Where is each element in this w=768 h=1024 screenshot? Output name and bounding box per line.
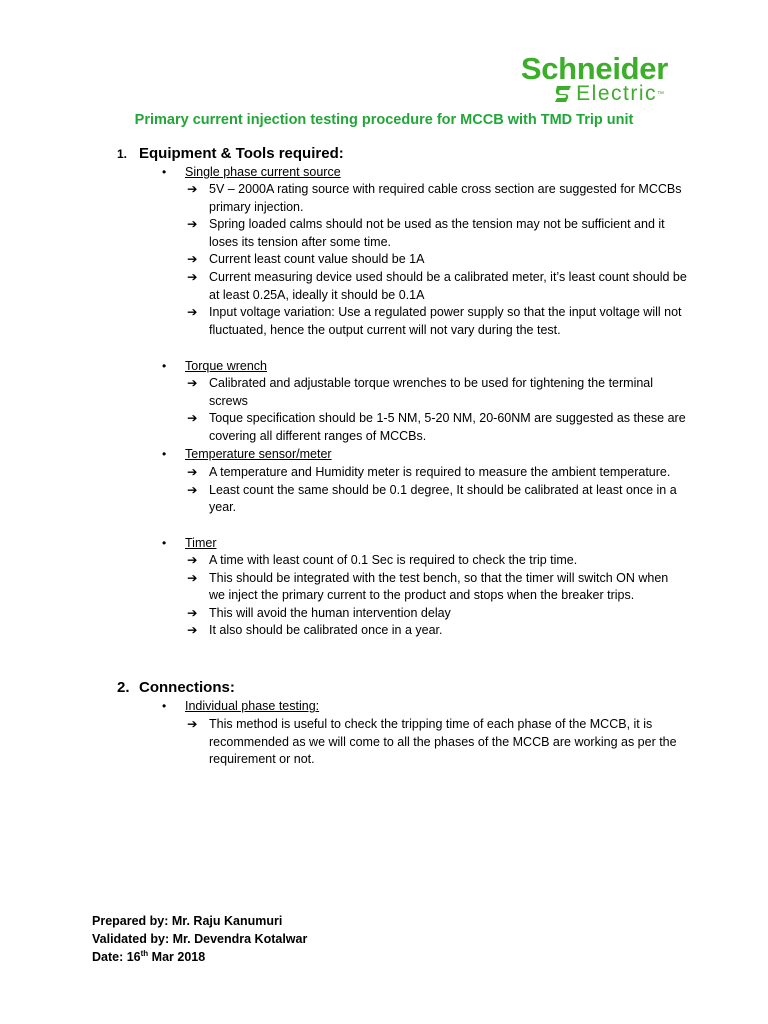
- list-item: [187, 304, 687, 339]
- bullet-icon: •: [162, 447, 167, 461]
- list-item-text: Calibrated and adjustable torque wrenches to be used for tightening the terminal screws: [209, 376, 654, 408]
- arrow-right-icon: ➔: [187, 717, 198, 731]
- document-date: [92, 948, 307, 966]
- list-single-phase-current-source: [187, 181, 687, 339]
- arrow-right-icon: ➔: [187, 182, 198, 196]
- subsection-label: Timer: [185, 536, 217, 550]
- list-timer: [187, 552, 687, 640]
- subsection-temperature-sensor: [162, 446, 332, 464]
- arrow-right-icon: ➔: [187, 217, 198, 232]
- arrow-right-icon: ➔: [187, 376, 198, 390]
- bullet-icon: •: [162, 359, 167, 373]
- subsection-timer: [162, 535, 216, 553]
- list-item-text: This should be integrated with the test bench, so that the timer will switch ON when we inject the primary current to the product and stops when the breaker trips.: [209, 570, 669, 603]
- subsection-torque-wrench: [162, 358, 267, 376]
- list-item-text: Least count the same should be 0.1 degree, It should be calibrated at least once in a year.: [209, 482, 677, 515]
- section-title: Connections:: [139, 679, 235, 696]
- validated-by: Validated by: Mr. Devendra Kotalwar: [92, 932, 308, 946]
- list-individual-phase-testing: [187, 716, 687, 769]
- arrow-right-icon: ➔: [187, 553, 198, 567]
- list-temperature-sensor: [187, 464, 687, 517]
- list-torque-wrench: [187, 375, 687, 445]
- list-item-text: This will avoid the human intervention delay: [209, 605, 451, 620]
- section-heading-equipment: [117, 144, 344, 164]
- list-item-text: It also should be calibrated once in a year.: [209, 623, 443, 638]
- list-item-text: A time with least count of 0.1 Sec is required to check the trip time.: [209, 553, 578, 567]
- arrow-right-icon: ➔: [187, 305, 198, 320]
- subsection-label: Individual phase testing:: [185, 699, 320, 713]
- bullet-icon: •: [162, 536, 167, 550]
- arrow-right-icon: ➔: [187, 411, 198, 426]
- logo-bottom-row: [553, 83, 664, 105]
- list-item: [187, 216, 687, 251]
- date-ordinal: th: [140, 948, 149, 958]
- list-item-text: 5V – 2000A rating source with required cable cross section are suggested for MCCBs primary injection.: [209, 182, 682, 214]
- list-item-text: Input voltage variation: Use a regulated power supply so that the input voltage will not fluctuated, hence the output current will not vary during the test.: [209, 305, 682, 337]
- list-item: [187, 181, 687, 216]
- section-number: 1.: [117, 147, 128, 161]
- list-item: [187, 251, 687, 269]
- arrow-right-icon: ➔: [187, 570, 198, 585]
- list-item-text: Current measuring device used should be a calibrated meter, it’s least count should be at least 0.25A, ideally it should be 0.1A: [209, 269, 687, 302]
- list-item: [187, 464, 687, 482]
- date-prefix: Date: 16: [92, 950, 141, 964]
- document-title: Primary current injection testing procedure for MCCB with TMD Trip unit: [134, 112, 634, 128]
- list-item: [187, 552, 687, 570]
- subsection-label: Torque wrench: [185, 359, 267, 373]
- bullet-icon: •: [162, 699, 167, 713]
- arrow-right-icon: ➔: [187, 465, 198, 479]
- section-title: Equipment & Tools required:: [139, 145, 344, 162]
- date-suffix: Mar 2018: [148, 950, 206, 964]
- subsection-individual-phase-testing: [162, 698, 319, 716]
- document-footer: [92, 912, 307, 966]
- subsection-label: Temperature sensor/meter: [185, 447, 332, 461]
- list-item-text: This method is useful to check the tripping time of each phase of the MCCB, it is recommended as we will come to all the phases of the MCCB are working as per the requirement or not.: [209, 717, 677, 767]
- list-item: [187, 482, 687, 517]
- list-item: [187, 570, 687, 605]
- schneider-electric-logo: [486, 52, 668, 104]
- schneider-life-is-on-mark-icon: [553, 84, 573, 104]
- list-item: [187, 269, 687, 304]
- bullet-icon: •: [162, 165, 167, 179]
- list-item-text: Current least count value should be 1A: [209, 252, 425, 267]
- arrow-right-icon: ➔: [187, 605, 198, 620]
- logo-wordmark-schneider: Schneider: [520, 51, 668, 86]
- list-item: [187, 375, 687, 410]
- logo-wordmark-electric: Electric: [576, 82, 657, 105]
- subsection-label: Single phase current source: [185, 165, 341, 179]
- list-item: [187, 716, 687, 769]
- arrow-right-icon: ➔: [187, 482, 198, 497]
- arrow-right-icon: ➔: [187, 269, 198, 284]
- section-number: 2.: [117, 679, 130, 696]
- subsection-single-phase-current-source: [162, 164, 341, 182]
- list-item: [187, 410, 687, 445]
- list-item-text: A temperature and Humidity meter is required to measure the ambient temperature.: [209, 465, 671, 479]
- list-item: [187, 622, 687, 640]
- arrow-right-icon: ➔: [187, 252, 198, 267]
- arrow-right-icon: ➔: [187, 623, 198, 638]
- section-heading-connections: [117, 678, 235, 698]
- list-item: [187, 605, 687, 623]
- list-item-text: Spring loaded calms should not be used as the tension may not be sufficient and it loses its tension after some time.: [209, 217, 665, 249]
- logo-trademark: ™: [657, 90, 664, 98]
- prepared-by: Prepared by: Mr. Raju Kanumuri: [92, 914, 283, 928]
- list-item-text: Toque specification should be 1-5 NM, 5-20 NM, 20-60NM are suggested as these are covering all different ranges of MCCBs.: [209, 411, 686, 443]
